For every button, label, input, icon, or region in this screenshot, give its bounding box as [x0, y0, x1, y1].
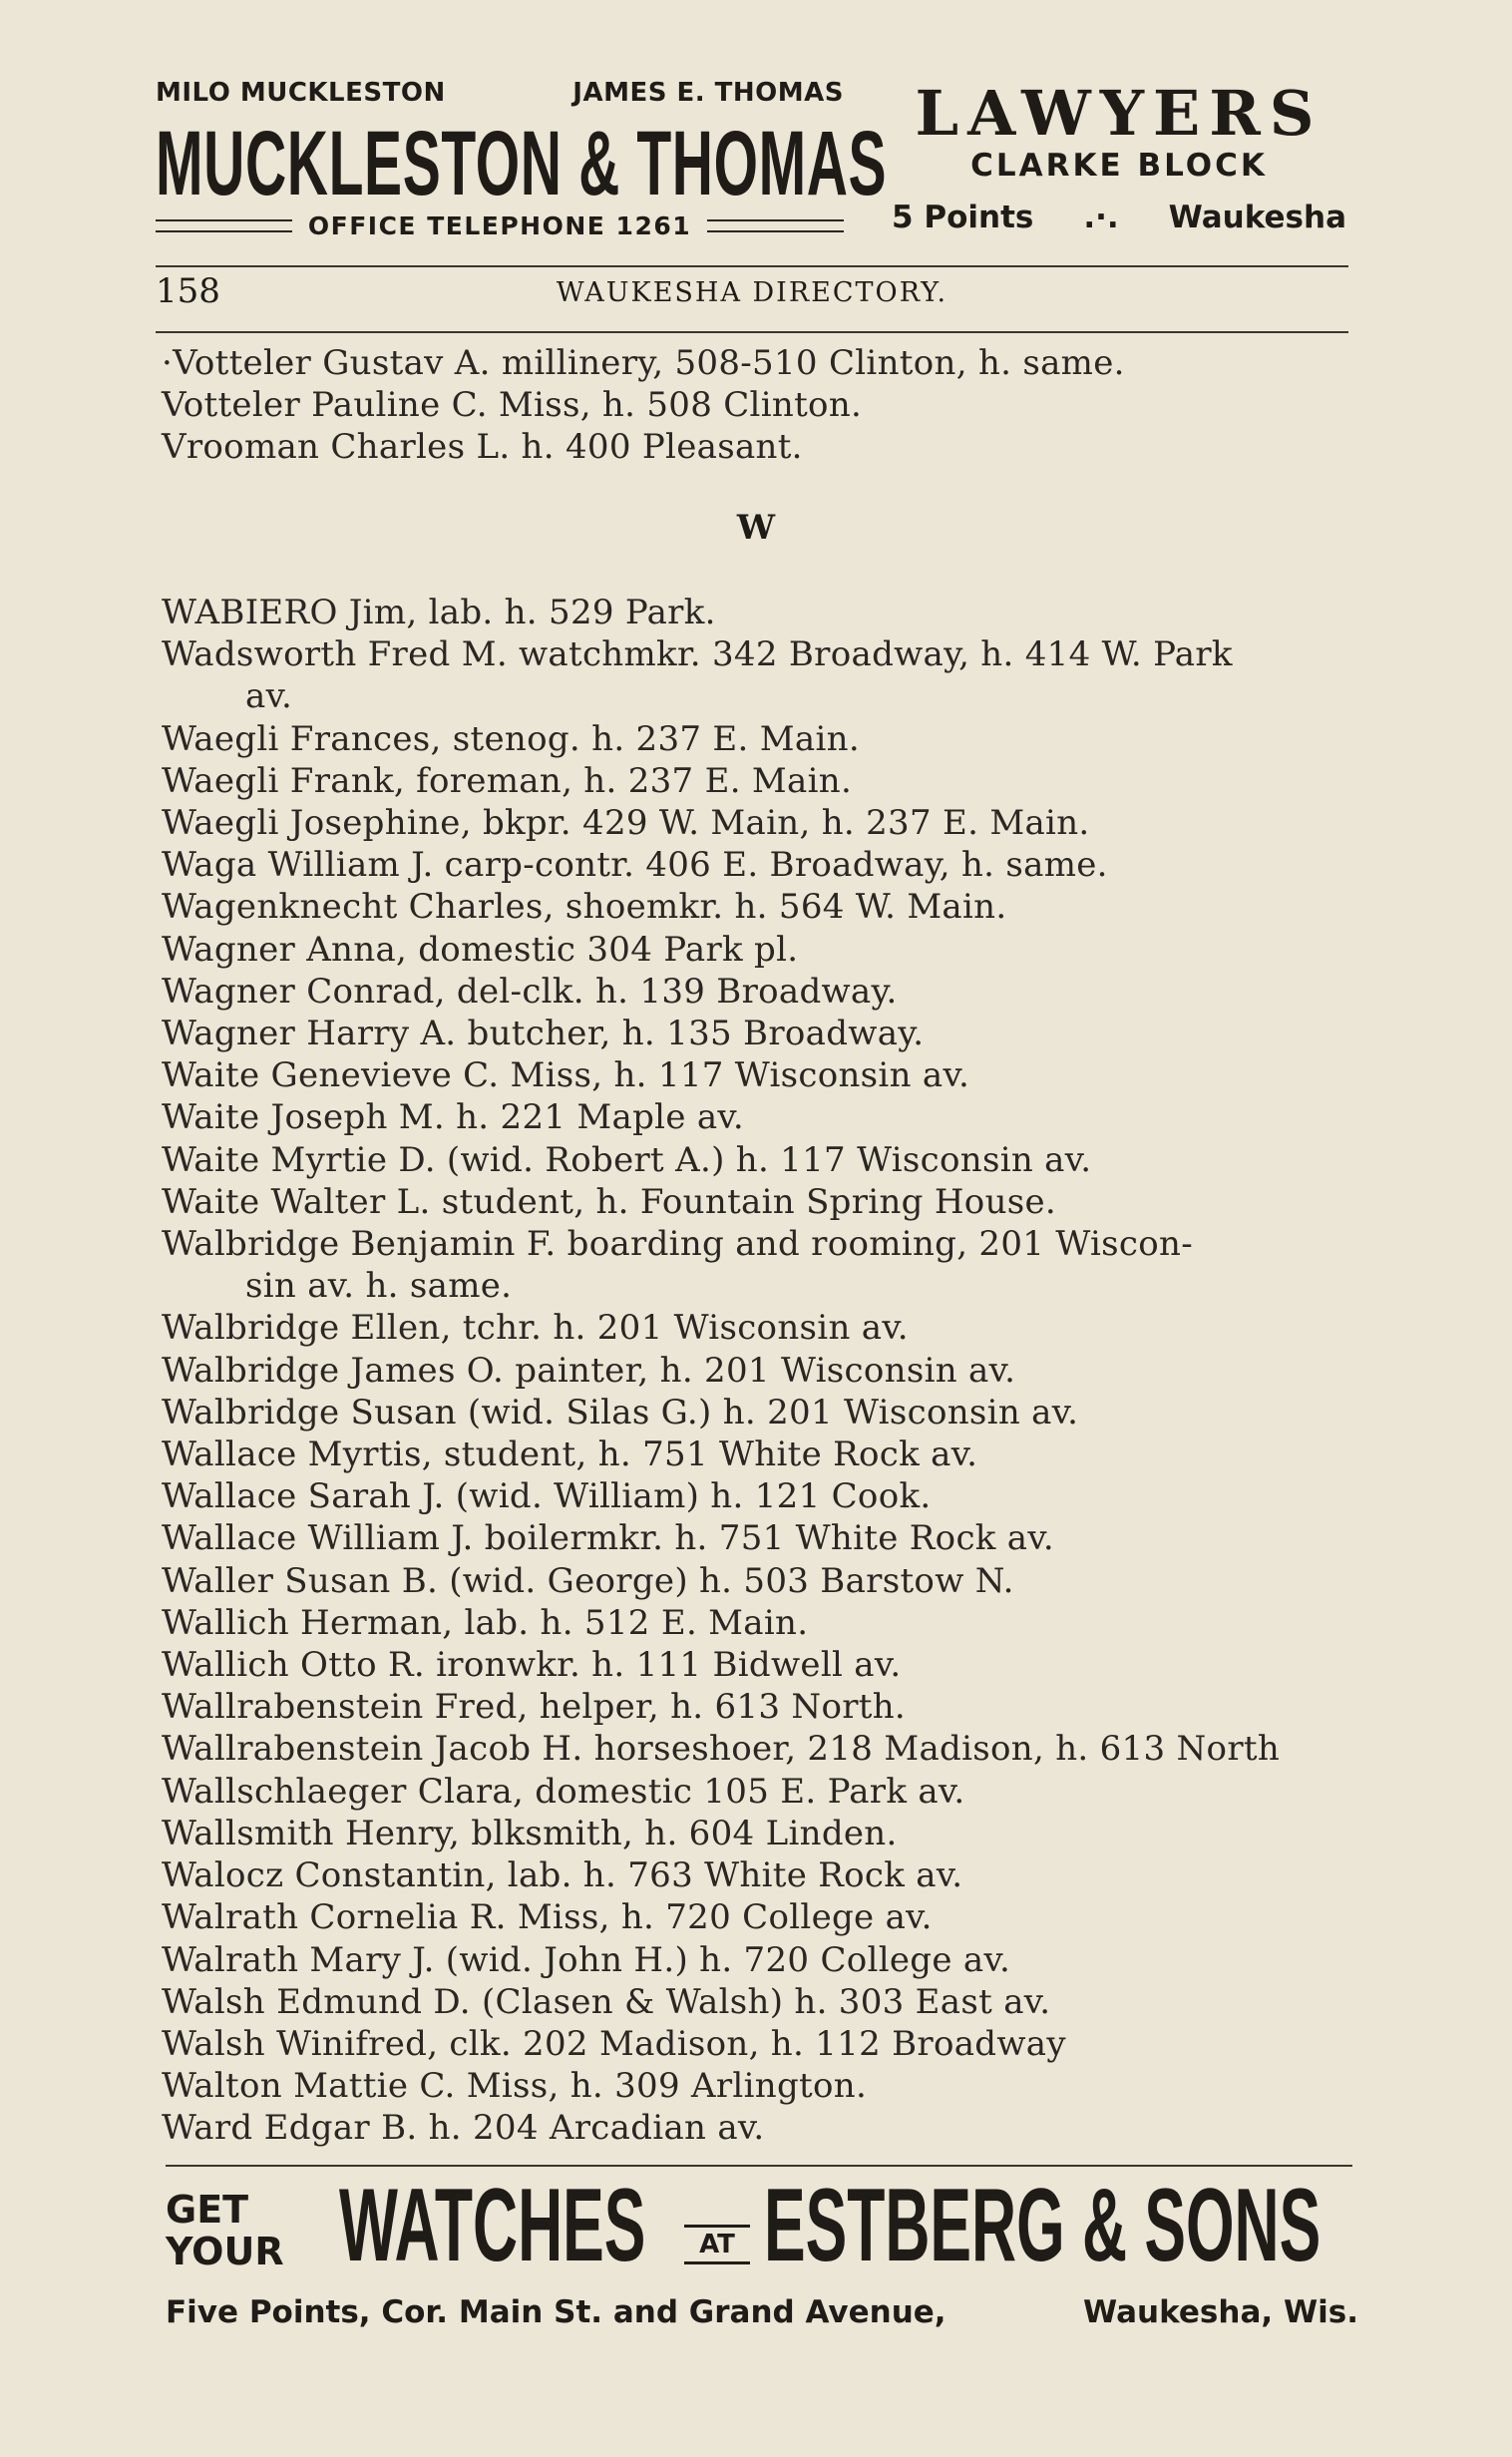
location-left: 5 Points: [892, 200, 1034, 235]
entry-text: Waite Myrtie D. (wid. Robert A.) h. 117 Wisconsin av.: [162, 1139, 1092, 1180]
profession-heading: LAWYERS: [915, 77, 1323, 150]
entry-text: Walrath Mary J. (wid. John H.) h. 720 College av.: [162, 1939, 1011, 1980]
directory-entry: [162, 929, 1358, 971]
entry-continuation: sin av. h. same.: [245, 1266, 513, 1307]
entry-text: Wagner Anna, domestic 304 Park pl.: [162, 929, 799, 970]
directory-entry: Vrooman Charles L. h. 400 Pleasant.: [162, 427, 803, 468]
directory-entry: [162, 1560, 1358, 1602]
location-right: Waukesha: [1168, 200, 1346, 235]
directory-entry: [162, 1896, 1358, 1938]
partner-right: JAMES E. THOMAS: [572, 78, 844, 108]
entry-text: Wallich Herman, lab. h. 512 E. Main.: [162, 1602, 809, 1643]
get-line-1: GET: [166, 2188, 249, 2232]
entry-text: Wallrabenstein Jacob H. horseshoer, 218 Madison, h. 613 North: [162, 1729, 1281, 1770]
section-letter: W: [736, 508, 776, 548]
directory-entry: [162, 1223, 1358, 1307]
entry-text: Wadsworth Fred M. watchmkr. 342 Broadway, h. 414 W. Park: [162, 634, 1233, 675]
directory-entry: [162, 1307, 1358, 1349]
get-your: [166, 2189, 335, 2272]
lawyers-block: [890, 78, 1348, 249]
entry-text: Waite Walter L. student, h. Fountain Spring House.: [162, 1181, 1057, 1222]
entry-text: Wallace William J. boilermkr. h. 751 White Rock av.: [162, 1518, 1054, 1559]
entry-text: Waller Susan B. (wid. George) h. 503 Barstow N.: [162, 1560, 1014, 1601]
directory-entry: [162, 1517, 1358, 1559]
entry-text: Wallich Otto R. ironwkr. h. 111 Bidwell av.: [162, 1645, 902, 1686]
entry-text: Wagner Conrad, del-clk. h. 139 Broadway.: [162, 971, 898, 1012]
entry-text: Wallschlaeger Clara, domestic 105 E. Park av.: [162, 1771, 965, 1812]
directory-entry: [162, 592, 1358, 633]
lawyer-advertisement: [156, 78, 1348, 249]
directory-entry: [162, 1854, 1358, 1896]
get-line-2: YOUR: [166, 2230, 284, 2273]
page-number: 158: [156, 271, 220, 311]
location-line: [890, 200, 1348, 235]
running-title: WAUKESHA DIRECTORY.: [556, 277, 948, 308]
entry-text: Ward Edgar B. h. 204 Arcadian av.: [162, 2108, 765, 2149]
jeweler-advertisement: [166, 2168, 1358, 2346]
directory-entry: [162, 1686, 1358, 1728]
directory-entry: [162, 1771, 1358, 1813]
entry-continuation: av.: [245, 676, 293, 717]
entry-text: Waga William J. carp-contr. 406 E. Broadway, h. same.: [162, 845, 1108, 886]
entry-text: Waegli Frank, foreman, h. 237 E. Main.: [162, 760, 853, 801]
partner-names: [156, 78, 844, 108]
entry-text: Wallace Sarah J. (wid. William) h. 121 Cook.: [162, 1476, 932, 1517]
directory-entry: [162, 1475, 1358, 1517]
directory-entry: [162, 1392, 1358, 1433]
store-address-line: [166, 2294, 1358, 2330]
directory-entry: [162, 1139, 1358, 1181]
directory-entry: [162, 2107, 1358, 2149]
entry-text: Wallace Myrtis, student, h. 751 White Rock av.: [162, 1434, 978, 1475]
firm-block: [156, 78, 888, 249]
entry-text: Waegli Josephine, bkpr. 429 W. Main, h. 237 E. Main.: [162, 803, 1090, 844]
entry-text: WABIERO Jim, lab. h. 529 Park.: [162, 593, 716, 632]
entry-text: Walrath Cornelia R. Miss, h. 720 College av.: [162, 1897, 933, 1938]
directory-entry: [162, 1939, 1358, 1981]
directory-entry: [162, 1602, 1358, 1644]
entry-text: Wagner Harry A. butcher, h. 135 Broadway.: [162, 1014, 925, 1054]
double-rule-left: [156, 219, 292, 232]
directory-entry: [162, 1013, 1358, 1054]
entry-text: Wagenknecht Charles, shoemkr. h. 564 W. Main.: [162, 887, 1007, 928]
product-name: WATCHES: [339, 2168, 646, 2283]
entry-text: Walbridge James O. painter, h. 201 Wisconsin av.: [162, 1350, 1016, 1391]
store-address: Five Points, Cor. Main St. and Grand Avenue,: [166, 2294, 946, 2330]
directory-entry: [162, 1350, 1358, 1392]
directory-entry: [162, 760, 1358, 802]
entry-text: Wallrabenstein Fred, helper, h. 613 North.: [162, 1687, 907, 1728]
directory-entry: Votteler Pauline C. Miss, h. 508 Clinton.: [162, 385, 863, 426]
directory-entry: [162, 971, 1358, 1013]
directory-entry: [162, 2065, 1358, 2107]
entry-text: Walsh Winifred, clk. 202 Madison, h. 112 Broadway: [162, 2023, 1066, 2064]
entry-text: Walsh Edmund D. (Clasen & Walsh) h. 303 East av.: [162, 1981, 1051, 2022]
entry-text: Waegli Frances, stenog. h. 237 E. Main.: [162, 718, 860, 759]
header-rule-top: [156, 265, 1348, 267]
entries-list: [162, 592, 1358, 2150]
directory-entry: [162, 1728, 1358, 1770]
entry-text: Waite Genevieve C. Miss, h. 117 Wisconsin av.: [162, 1055, 970, 1096]
directory-entry: [162, 1813, 1358, 1854]
entry-text: Walton Mattie C. Miss, h. 309 Arlington.: [162, 2066, 868, 2107]
directory-entry: [162, 2023, 1358, 2065]
directory-entry: [162, 886, 1358, 928]
entry-text: Wallsmith Henry, blksmith, h. 604 Linden.: [162, 1813, 898, 1853]
footer-rule: [166, 2165, 1352, 2167]
directory-entry: [162, 1644, 1358, 1686]
location-mark: .·.: [1083, 200, 1119, 235]
directory-entry: [162, 1981, 1358, 2023]
directory-entry: [162, 718, 1358, 760]
header-rule-bottom: [156, 331, 1348, 333]
at-word: AT: [684, 2225, 750, 2264]
directory-entry: [162, 633, 1358, 717]
partner-left: MILO MUCKLESTON: [156, 78, 446, 108]
directory-entry: [162, 1433, 1358, 1475]
entry-text: Walbridge Susan (wid. Silas G.) h. 201 Wisconsin av.: [162, 1392, 1079, 1433]
entry-text: Walocz Constantin, lab. h. 763 White Rock av.: [162, 1855, 963, 1896]
directory-entry: [162, 1181, 1358, 1223]
entry-text: Walbridge Benjamin F. boarding and rooming, 201 Wiscon-: [162, 1224, 1193, 1265]
directory-entry: [162, 1096, 1358, 1138]
double-rule-right: [707, 219, 844, 232]
building-name: CLARKE BLOCK: [970, 148, 1268, 184]
entry-text: Waite Joseph M. h. 221 Maple av.: [162, 1097, 745, 1138]
store-name: ESTBERG & SONS: [764, 2168, 1322, 2283]
entry-text: Walbridge Ellen, tchr. h. 201 Wisconsin av.: [162, 1308, 909, 1349]
directory-entry: [162, 802, 1358, 844]
phone-row: [156, 207, 844, 243]
running-head: [156, 271, 1348, 315]
store-city: Waukesha, Wis.: [1083, 2294, 1358, 2330]
entries-before-section: [162, 342, 1358, 469]
firm-name: MUCKLESTON & THOMAS: [156, 113, 888, 214]
directory-entry: [162, 844, 1358, 886]
directory-entry: ·Votteler Gustav A. millinery, 508-510 Clinton, h. same.: [162, 343, 1125, 383]
directory-entry: [162, 1054, 1358, 1096]
office-phone: OFFICE TELEPHONE 1261: [307, 210, 692, 240]
